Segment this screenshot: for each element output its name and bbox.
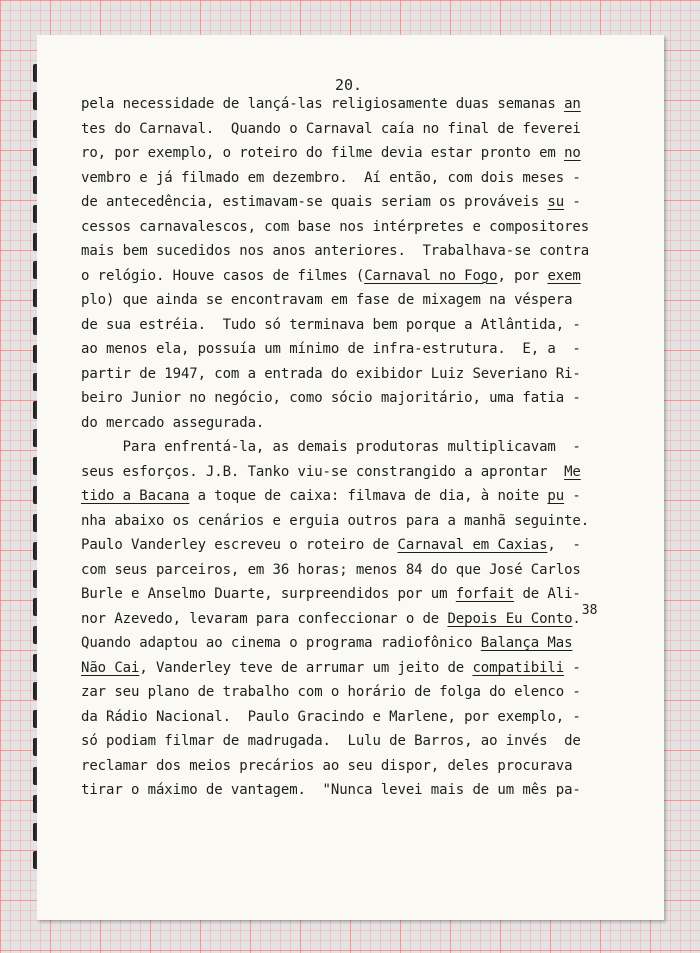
text-run: Para enfrentá-la, as demais produtoras multiplicavam - [81, 439, 581, 455]
text-line [81, 288, 581, 313]
text-line [81, 754, 581, 779]
text-run: Quando adaptou ao cinema o programa radiofônico [81, 635, 481, 651]
text-line [81, 656, 581, 681]
underlined-title: forfait [455, 586, 515, 602]
text-run: plo) que ainda se encontravam em fase de mixagem na véspera [81, 292, 573, 308]
underlined-title: Balança Mas [480, 635, 573, 651]
text-run: vembro e já filmado em dezembro. Aí então, com dois meses - [81, 169, 581, 186]
text-line [81, 411, 581, 436]
text-line [81, 533, 581, 558]
text-line [81, 778, 581, 803]
text-run: a toque de caixa: filmava de dia, à noite [189, 488, 548, 504]
text-line [81, 117, 581, 142]
underlined-title: an [564, 96, 581, 112]
text-line [81, 190, 581, 215]
text-run: nor Azevedo, levaram para confeccionar o de [81, 610, 448, 627]
text-line [81, 509, 590, 534]
underlined-title: Me [564, 463, 581, 480]
text-line [81, 337, 581, 362]
underlined-title: exem [547, 267, 581, 284]
text-line [81, 582, 581, 607]
text-run: Paulo Vanderley escreveu o roteiro de [81, 537, 398, 553]
text-run: do mercado assegurada. [81, 414, 265, 431]
text-run: zar seu plano de trabalho com o horário de folga do elenco - [81, 684, 581, 700]
text-line [81, 484, 581, 509]
text-run: - [564, 488, 581, 504]
text-line [81, 215, 590, 240]
text-run: ro, por exemplo, o roteiro do filme devia estar pronto em [81, 145, 565, 161]
underlined-title: pu [547, 488, 565, 504]
text-line [81, 92, 581, 117]
underlined-title: no [564, 145, 581, 161]
text-run: reclamar dos meios precários ao seu dispor, deles procurava [81, 757, 573, 774]
underlined-title: compatibili [472, 659, 565, 676]
text-line [81, 631, 581, 656]
underlined-title: tido a Bacana [81, 488, 190, 504]
text-run: , - [547, 537, 581, 553]
text-run: , Vanderley teve de arrumar um jeito de [139, 659, 473, 676]
text-run: da Rádio Nacional. Paulo Gracindo e Marlene, por exemplo, - [81, 708, 581, 725]
text-line [81, 264, 581, 289]
text-run: o relógio. Houve casos de filmes ( [81, 267, 365, 284]
text-run: de sua estréia. Tudo só terminava bem porque a Atlântida, - [81, 316, 581, 333]
text-line [81, 166, 581, 191]
text-line [81, 386, 581, 411]
text-run: , por [497, 267, 548, 284]
text-run: tirar o máximo de vantagem. "Nunca levei mais de um mês pa- [81, 782, 581, 798]
text-run: tes do Carnaval. Quando o Carnaval caía no final de feverei [81, 120, 581, 137]
text-run: nha abaixo os cenários e erguia outros para a manhã seguinte. [81, 512, 590, 529]
text-run: com seus parceiros, em 36 horas; menos 84 do que José Carlos [81, 561, 581, 578]
underlined-title: Carnaval no Fogo [364, 267, 498, 284]
text-run: pela necessidade de lançá-las religiosamente duas semanas [81, 96, 565, 112]
underlined-title: Não Cai [81, 659, 140, 676]
text-line [81, 460, 581, 485]
text-run: cessos carnavalescos, com base nos intérpretes e compositores [81, 218, 590, 235]
underlined-title: Depois Eu Conto [447, 610, 573, 627]
text-line [81, 705, 581, 730]
text-run: - [564, 194, 581, 210]
text-run: . [572, 610, 581, 627]
text-line [81, 607, 581, 632]
text-run: de Ali- [514, 586, 581, 602]
footnote-marker: 38 [581, 602, 598, 618]
text-line [81, 362, 581, 387]
text-run: - [564, 659, 581, 676]
text-run: beiro Junior no negócio, como sócio majoritário, uma fatia - [81, 390, 581, 406]
page-number: 20. [335, 76, 363, 94]
underlined-title: su [547, 194, 565, 210]
text-line [81, 313, 581, 338]
text-run: de antecedência, estimavam-se quais seriam os prováveis [81, 194, 548, 210]
text-line [81, 729, 581, 754]
text-line [81, 141, 581, 166]
text-run: mais bem sucedidos nos anos anteriores. Trabalhava-se contra [81, 243, 590, 259]
text-run: partir de 1947, com a entrada do exibidor Luiz Severiano Ri- [81, 365, 581, 382]
text-line [81, 680, 581, 705]
text-run: só podiam filmar de madrugada. Lulu de Barros, ao invés de [81, 733, 581, 749]
text-line [81, 239, 590, 264]
underlined-title: Carnaval em Caxias [397, 537, 548, 553]
text-line [81, 558, 581, 583]
text-run: Burle e Anselmo Duarte, surpreendidos por um [81, 586, 456, 602]
text-run: ao menos ela, possuía um mínimo de infra-estrutura. E, a - [81, 341, 581, 357]
text-run: seus esforços. J.B. Tanko viu-se constrangido a aprontar [81, 463, 565, 480]
text-line [81, 435, 581, 460]
